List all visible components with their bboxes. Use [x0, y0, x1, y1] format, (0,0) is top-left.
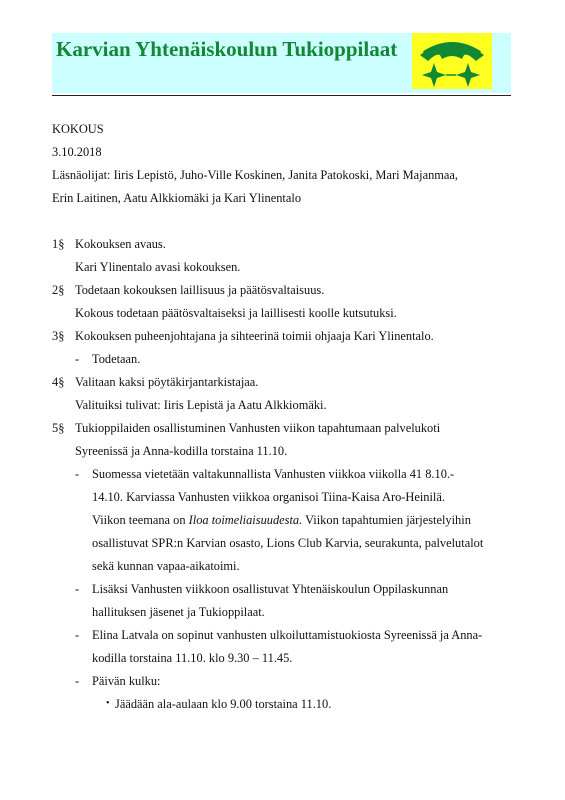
section-title: Kokouksen puheenjohtajana ja sihteerinä toimii ohjaaja Kari Ylinentalo.	[75, 329, 434, 343]
section-number: 1§	[52, 237, 65, 251]
meeting-type: KOKOUS	[52, 122, 104, 136]
list-item: Elina Latvala on sopinut vanhusten ulkoiluttamistuokiosta Syreenissä ja Anna-	[92, 628, 483, 642]
list-item-cont: 14.10. Karviassa Vanhusten viikkoa organisoi Tiina-Kaisa Aro-Heinilä.	[92, 490, 445, 504]
bullet-item: Jäädään ala-aulaan klo 9.00 torstaina 11.10.	[115, 697, 332, 711]
list-item-cont: sekä kunnan vapaa-aikatoimi.	[92, 559, 240, 573]
list-dash: -	[75, 352, 80, 366]
header-rule	[52, 95, 511, 96]
section-number: 4§	[52, 375, 65, 389]
section-number: 5§	[52, 421, 65, 435]
bullet-icon: •	[106, 698, 110, 709]
list-item: Suomessa vietetään valtakunnallista Vanhusten viikkoa viikolla 41 8.10.-	[92, 467, 455, 481]
list-item-cont: kodilla torstaina 11.10. klo 9.30 – 11.45.	[92, 651, 293, 665]
list-item-cont	[92, 512, 471, 528]
text-run: Viikon teemana on	[92, 513, 189, 527]
section-title-cont: Syreenissä ja Anna-kodilla torstaina 11.10.	[75, 444, 288, 458]
attendees-line-1: Läsnäolijat: Iiris Lepistö, Juho-Ville Koskinen, Janita Patokoski, Mari Majanmaa,	[52, 168, 459, 182]
section-title: Todetaan kokouksen laillisuus ja päätösvaltaisuus.	[75, 283, 325, 297]
list-item-cont: osallistuvat SPR:n Karvian osasto, Lions Club Karvia, seurakunta, palvelutalot	[92, 536, 484, 550]
section-body: Valituiksi tulivat: Iiris Lepistä ja Aatu Alkkiomäki.	[75, 398, 327, 412]
list-dash: -	[75, 674, 80, 688]
section-number: 2§	[52, 283, 65, 297]
attendees-line-2: Erin Laitinen, Aatu Alkkiomäki ja Kari Ylinentalo	[52, 191, 302, 205]
list-item-cont: hallituksen jäsenet ja Tukioppilaat.	[92, 605, 265, 619]
list-dash: -	[75, 628, 80, 642]
section-title: Kokouksen avaus.	[75, 237, 166, 251]
section-title: Tukioppilaiden osallistuminen Vanhusten viikon tapahtumaan palvelukoti	[75, 421, 441, 435]
list-item: Päivän kulku:	[92, 674, 161, 688]
meeting-date: 3.10.2018	[52, 145, 102, 159]
list-dash: -	[75, 582, 80, 596]
list-item: Lisäksi Vanhusten viikkoon osallistuvat Yhtenäiskoulun Oppilaskunnan	[92, 582, 449, 596]
list-item: Todetaan.	[92, 352, 141, 366]
document-title: Karvian Yhtenäiskoulun Tukioppilaat	[56, 37, 398, 61]
section-number: 3§	[52, 329, 65, 343]
theme-emphasis: Iloa toimeliaisuudesta.	[188, 513, 303, 527]
section-title: Valitaan kaksi pöytäkirjantarkistajaa.	[75, 375, 259, 389]
telephone-with-stars-icon	[412, 33, 492, 89]
section-body: Kokous todetaan päätösvaltaiseksi ja laillisesti koolle kutsutuksi.	[75, 306, 397, 320]
list-dash: -	[75, 467, 80, 481]
section-body: Kari Ylinentalo avasi kokouksen.	[75, 260, 241, 274]
text-run: Viikon tapahtumien järjestelyihin	[302, 513, 471, 527]
